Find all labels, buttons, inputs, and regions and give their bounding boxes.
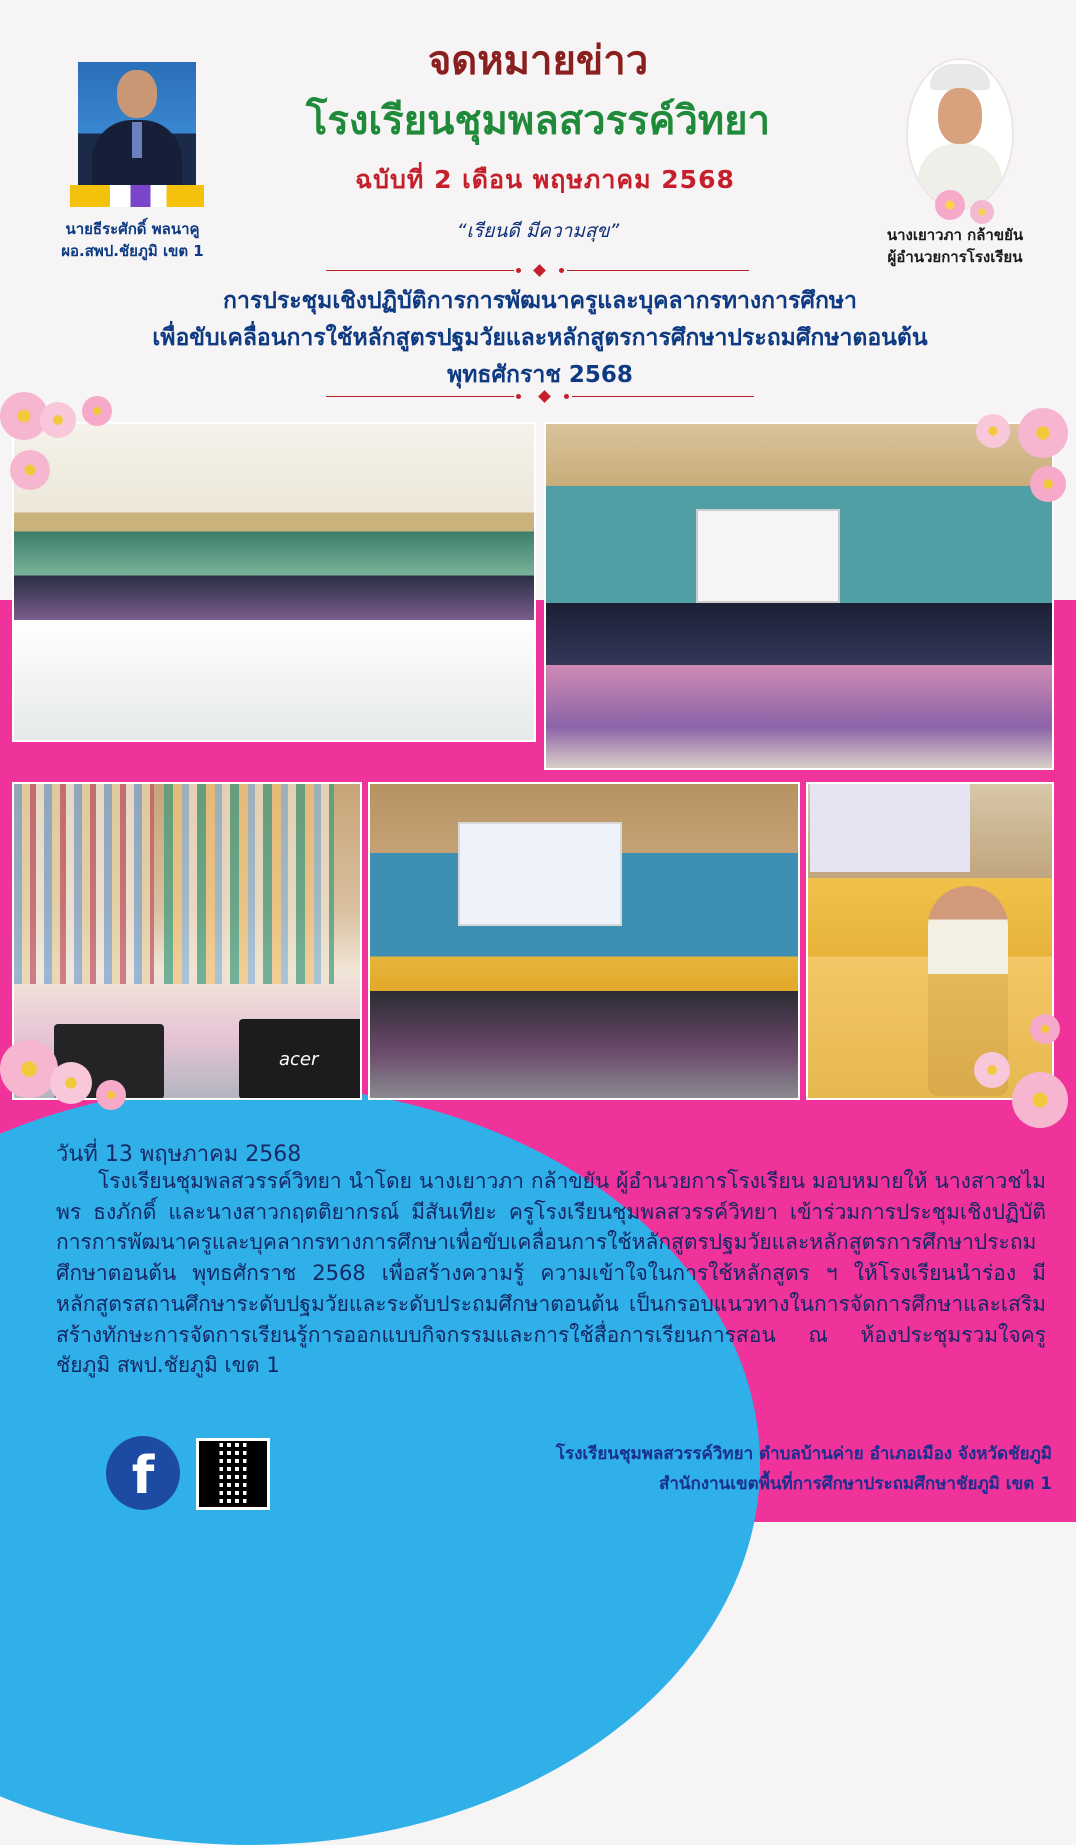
flower-icon	[1012, 1072, 1068, 1128]
photo-group-participants	[544, 422, 1054, 770]
photo-teachers-laptops	[12, 782, 362, 1100]
flower-icon	[10, 450, 50, 490]
school-director-portrait	[906, 58, 1014, 210]
school-name: โรงเรียนชุมพลสวรรค์วิทยา	[305, 98, 771, 144]
projector-screen	[458, 822, 622, 926]
left-person-name: นายธีระศักดิ์ พลนาคู	[65, 220, 200, 238]
flower-icon	[935, 190, 965, 220]
projector-screen	[810, 784, 970, 872]
divider-line	[572, 396, 754, 397]
left-person-title: ผอ.สพป.ชัยภูมิ เขต 1	[61, 242, 204, 260]
ribbon-decoration	[70, 185, 204, 207]
headline-line-3: พุทธศักราช 2568	[447, 362, 633, 388]
article-date: วันที่ 13 พฤษภาคม 2568	[56, 1142, 302, 1167]
divider-line	[326, 270, 514, 271]
photo-speaker	[806, 782, 1054, 1100]
diamond-ornament	[533, 264, 546, 277]
left-person-caption	[30, 218, 235, 262]
projector-screen	[696, 509, 840, 603]
headline-line-2: เพื่อขับเคลื่อนการใช้หลักสูตรปฐมวัยและหลักสูตรการศึกษาประถมศึกษาตอนต้น	[152, 325, 928, 351]
flower-icon	[1030, 466, 1066, 502]
photo-meeting-hall	[12, 422, 536, 742]
newsletter-title: จดหมายข่าว	[427, 38, 649, 84]
flower-icon	[0, 1040, 58, 1098]
flower-icon	[82, 396, 112, 426]
right-person-caption	[860, 224, 1050, 268]
photo-workshop-session	[368, 782, 800, 1100]
flower-icon	[976, 414, 1010, 448]
flower-icon	[1030, 1014, 1060, 1044]
article-body: โรงเรียนชุมพลสวรรค์วิทยา นำโดย นางเยาวภา กล้าขยัน ผู้อำนวยการโรงเรียน มอบหมายให้ นางสาวชไมพร ธงภักดิ์ และนางสาวกฤตติยากรณ์ มีสันเทียะ ครูโรงเรียนชุมพลสวรรค์วิทยา เข้าร่วมการประชุมเชิงปฏิบัติการการพัฒนาครูและบุคลากรทางการศึกษาเพื่อขับเคลื่อนการใช้หลักสูตรปฐมวัยและหลักสูตรการศึกษาประถมศึกษาตอนต้น พุทธศักราช 2568 เพื่อสร้างความรู้ ความเข้าใจในการใช้หลักสูตร ฯ ให้โรงเรียนนำร่อง มีหลักสูตรสถานศึกษาระดับปฐมวัยและระดับประถมศึกษาตอนต้น เป็นกรอบแนวทางในการจัดการศึกษาและเสริมสร้างทักษะการจัดการเรียนรู้การออกแบบกิจกรรมและการใช้สื่อการเรียนการสอน ณ ห้องประชุมรวมใจครูชัยภูมิ สพป.ชัยภูมิ เขต 1	[56, 1169, 1046, 1378]
director-area-portrait	[78, 62, 196, 192]
issue-info: ฉบับที่ 2 เดือน พฤษภาคม 2568	[355, 165, 735, 194]
footer-address: โรงเรียนชุมพลสวรรค์วิทยา ตำบลบ้านค่าย อำเภอเมือง จังหวัดชัยภูมิ	[555, 1444, 1052, 1464]
divider-line	[567, 270, 749, 271]
right-person-title: ผู้อำนวยการโรงเรียน	[887, 248, 1023, 266]
headline	[40, 283, 1040, 394]
headline-line-1: การประชุมเชิงปฏิบัติการการพัฒนาครูและบุคลากรทางการศึกษา	[223, 288, 857, 314]
flower-icon	[96, 1080, 126, 1110]
flower-icon	[974, 1052, 1010, 1088]
flower-icon	[50, 1062, 92, 1104]
flower-icon	[40, 402, 76, 438]
divider-line	[326, 396, 514, 397]
flower-icon	[970, 200, 994, 224]
footer-office: สำนักงานเขตพื้นที่การศึกษาประถมศึกษาชัยภูมิ เขต 1	[658, 1474, 1052, 1494]
laptop	[239, 1019, 362, 1099]
right-person-name: นางเยาวภา กล้าขยัน	[886, 226, 1024, 244]
school-motto: “เรียนดี มีความสุข”	[456, 220, 620, 242]
facebook-icon[interactable]: f	[106, 1436, 180, 1510]
laptop-brand: acer	[279, 1049, 319, 1070]
flower-icon	[1018, 408, 1068, 458]
qr-code-icon[interactable]	[196, 1438, 270, 1510]
